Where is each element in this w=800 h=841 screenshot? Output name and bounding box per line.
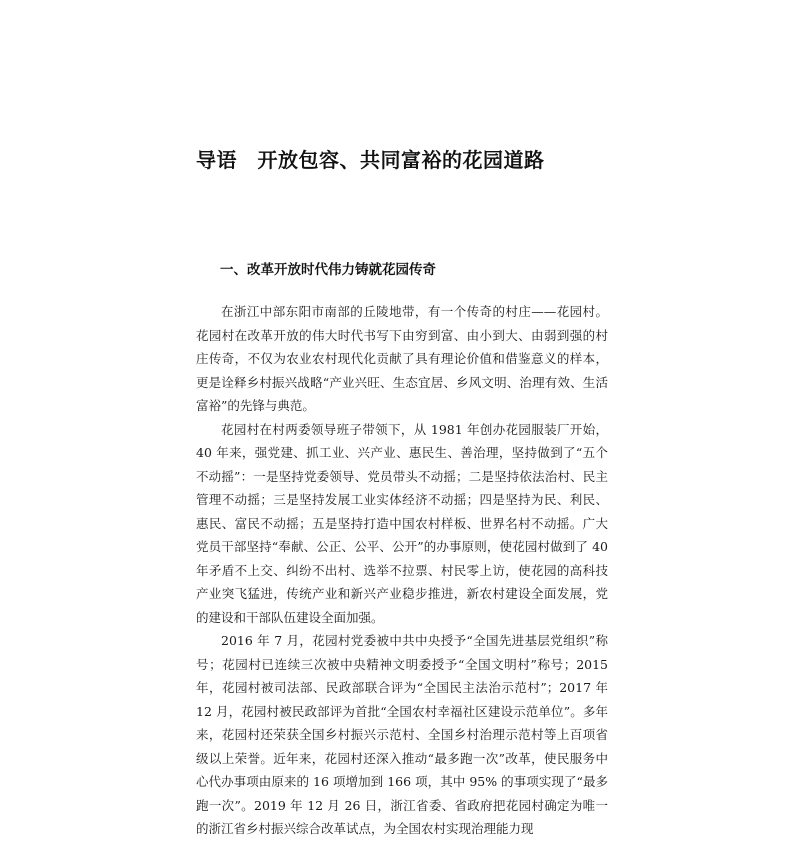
paragraph-1: 在浙江中部东阳市南部的丘陵地带，有一个传奇的村庄——花园村。花园村在改革开放的伟大时代书写下由穷到富、由小到大、由弱到强的村庄传奇，不仅为农业农村现代化贡献了具有理论价值和借鉴意义的样本，更是诠释乡村振兴战略“产业兴旺、生态宜居、乡风文明、治理有效、生活富裕”的先锋与典范。 <box>196 304 608 413</box>
section-heading: 一、改革开放时代伟力铸就花园传奇 <box>220 262 436 278</box>
paragraph-3: 2016 年 7 月，花园村党委被中共中央授予“全国先进基层党组织”称号；花园村已连续三次被中央精神文明委授予“全国文明村”称号；2015 年，花园村被司法部、民政部联合评为“全国民主法治示范村”；2017 年 12 月，花园村被民政部评为首批“全国农村幸福社区建设示范单位”。多年来，花园村还荣获全国乡村振兴示范村、全国乡村治理示范村等上百项省级以上荣誉。近年来，花园村还深入推动“最多跑一次”改革，使民服务中心代办事项由原来的 16 项增加到 166 项，其中 95% 的事项实现了“最多跑一次”。2019 年 12 月 26 日，浙江省委、省政府把花园村确定为唯一的浙江省乡村振兴综合改革试点，为全国农村实现治理能力现 <box>196 633 608 836</box>
paragraph-2: 花园村在村两委领导班子带领下，从 1981 年创办花园服装厂开始，40 年来，强党建、抓工业、兴产业、惠民生、善治理，坚持做到了“五个不动摇”：一是坚持党委领导、党员带头不动摇；二是坚持依法治村、民主管理不动摇；三是坚持发展工业实体经济不动摇；四是坚持为民、利民、惠民、富民不动摇；五是坚持打造中国农村样板、世界名村不动摇。广大党员干部坚持“奉献、公正、公平、公开”的办事原则，使花园村做到了 40 年矛盾不上交、纠纷不出村、选举不拉票、村民零上访，使花园的高科技产业突飞猛进，传统产业和新兴产业稳步推进，新农村建设全面发展，党的建设和干部队伍建设全面加强。 <box>196 421 608 625</box>
chapter-title: 导语 开放包容、共同富裕的花园道路 <box>196 148 545 172</box>
body-text <box>196 300 608 836</box>
